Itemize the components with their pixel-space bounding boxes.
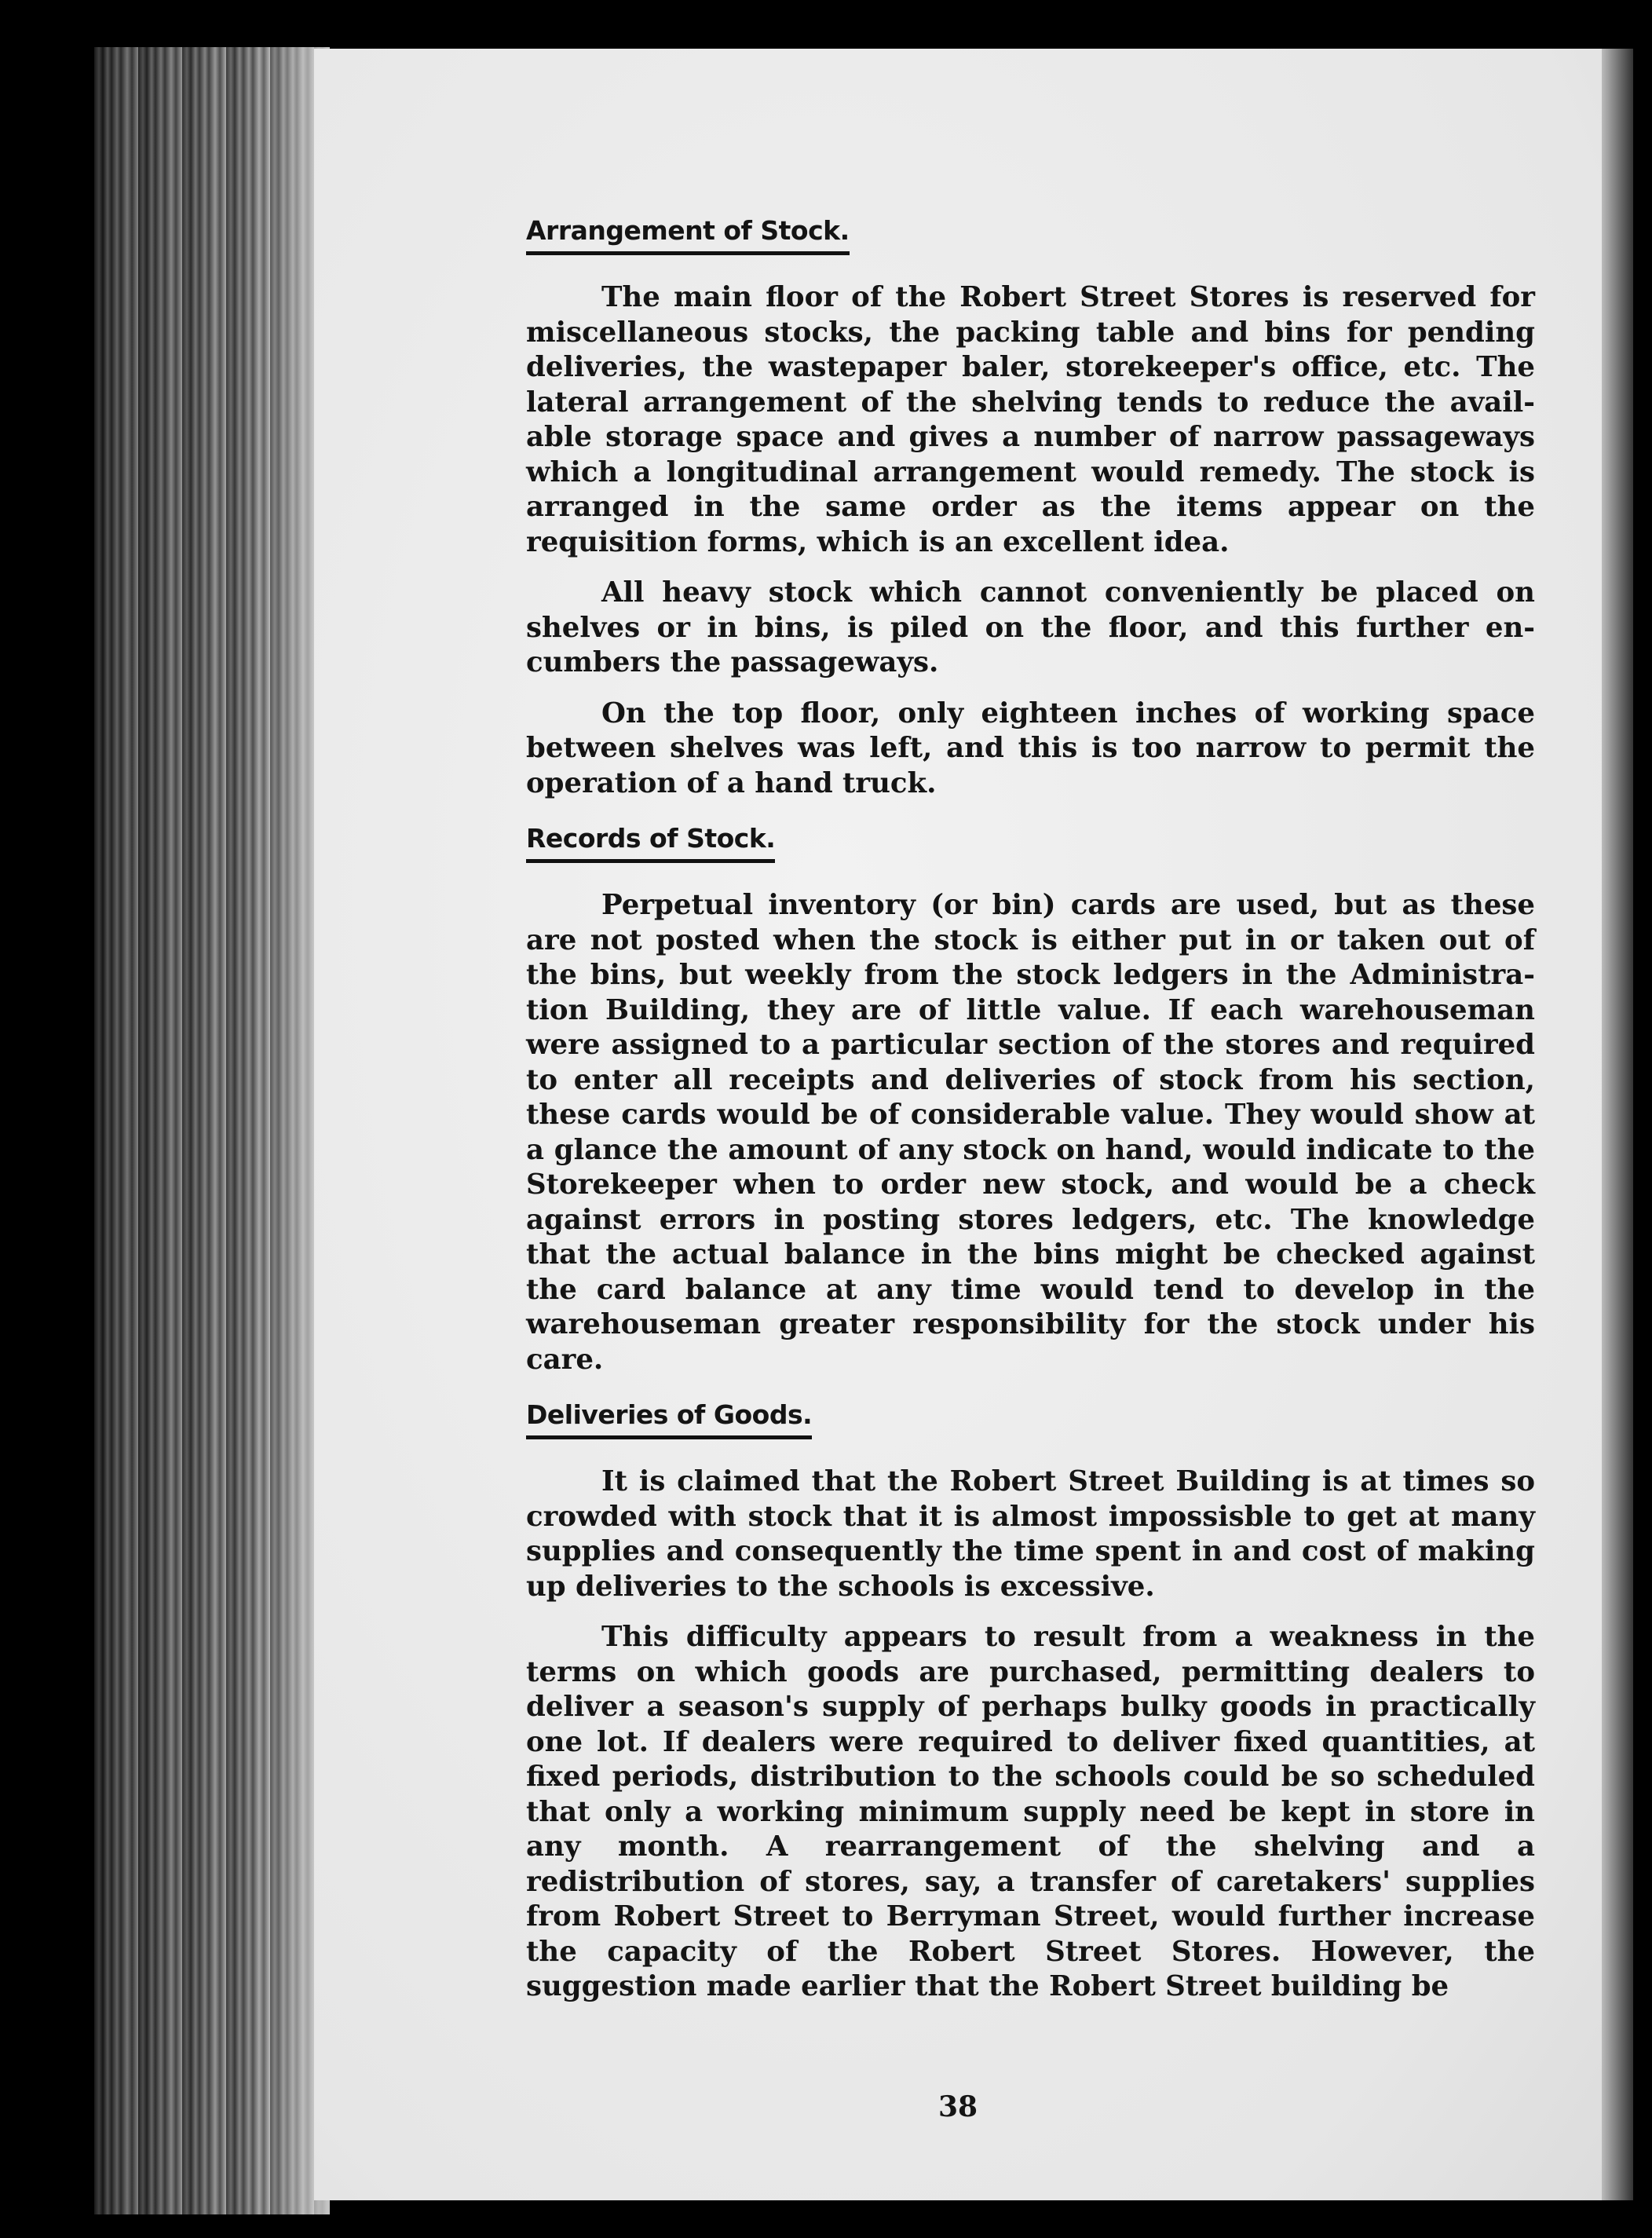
page-right-edge bbox=[1602, 49, 1633, 2200]
section-heading: Arrangement of Stock. bbox=[526, 215, 850, 255]
section-heading: Records of Stock. bbox=[526, 823, 775, 863]
book-page bbox=[314, 49, 1602, 2200]
paragraph: All heavy stock which cannot conveniently be placed on shelves or in bins, is piled on the floor, and this further encumbers the passageways. bbox=[526, 576, 1535, 678]
section-heading: Deliveries of Goods. bbox=[526, 1399, 812, 1439]
section-arrangement-of-stock bbox=[526, 214, 1535, 801]
section-records-of-stock bbox=[526, 821, 1535, 1377]
section-deliveries-of-goods bbox=[526, 1398, 1535, 2005]
paragraph: This difficulty appears to result from a weakness in the terms on which goods are purchased, permitting dealers to deliver a season's supply of perhaps bulky goods in practically one lot. If dealers were required to deliver fixed quantities, at fixed periods, distribution to the schools could be so scheduled that only a working minimum supply need be kept in store in any month. A rearrangement of the shelving and a redistribution of stores, say, a transfer of caretakers' supplies from Robert Street to Berryman Street, would further increase the capacity of the Robert Street Stores. However, the suggestion made earlier that the Robert Street building be bbox=[526, 1621, 1535, 2002]
paragraph: It is claimed that the Robert Street Building is at times so crowded with stock that it is almost impossisble to get at many supplies and consequently the time spent in and cost of making up deliveries to the schools is excessive. bbox=[526, 1465, 1535, 1603]
paragraph: Perpetual inventory (or bin) cards are used, but as these are not posted when the stock is either put in or taken out of the bins, but weekly from the stock ledgers in the Administration Building, they are of little value. If each warehouseman were assigned to a particular section of the stores and required to enter all receipts and deliveries of stock from his section, these cards would be of considerable value. They would show at a glance the amount of any stock on hand, would indicate to the Storekeeper when to order new stock, and would be a check against errors in posting stores ledgers, etc. The knowledge that the actual balance in the bins might be checked against the card balance at any time would tend to develop in the warehouseman greater responsibility for the stock under his care. bbox=[526, 889, 1535, 1376]
paragraph: The main floor of the Robert Street Stores is reserved for miscellaneous stocks, the packing table and bins for pending deliveries, the wastepaper baler, storekeeper's office, etc. The lateral arrangement of the shelving tends to reduce the available storage space and gives a number of narrow passageways which a longitudinal arrangement would remedy. The stock is arranged in the same order as the items appear on the requisition forms, which is an excellent idea. bbox=[526, 281, 1535, 558]
page-body bbox=[526, 214, 1535, 2025]
book-page-edges bbox=[94, 47, 330, 2214]
paragraph: On the top floor, only eighteen inches of working space between shelves was left, and this is too narrow to permit the operation of a hand truck. bbox=[526, 697, 1535, 799]
page-number: 38 bbox=[937, 2090, 978, 2123]
